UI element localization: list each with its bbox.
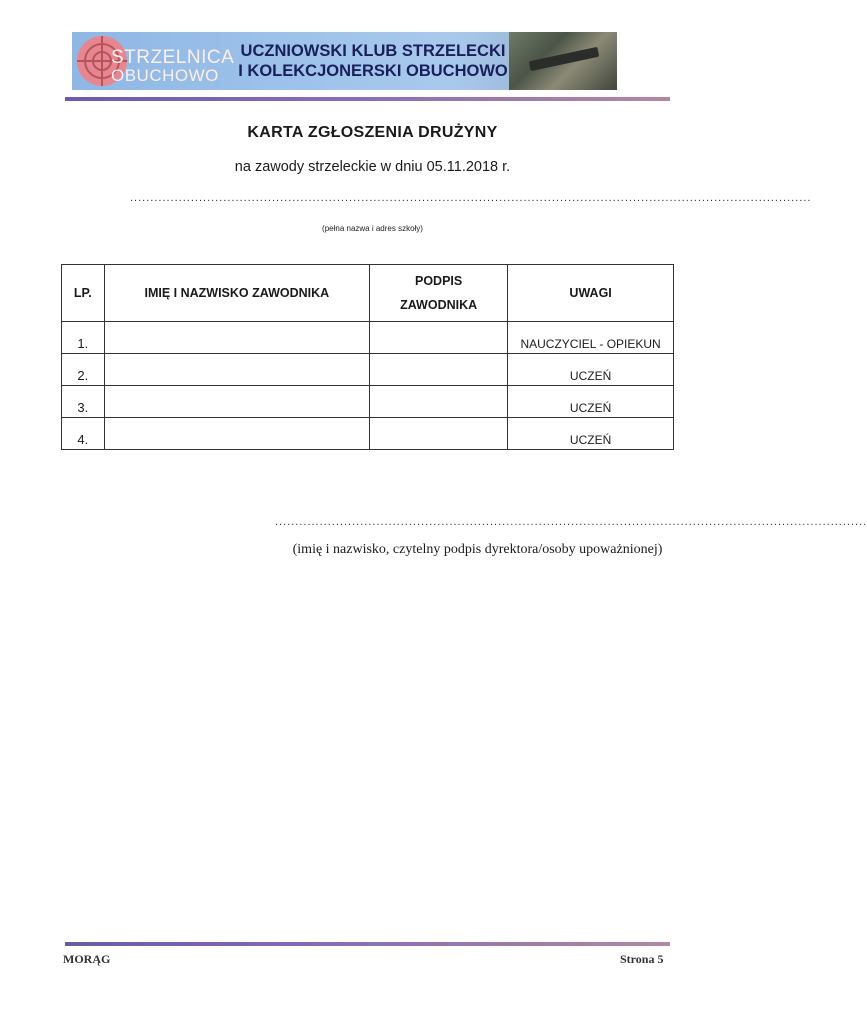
header-lp: LP. [62,265,105,322]
row-lp: 3. [62,386,105,418]
row-name-cell[interactable] [104,386,369,418]
signature-caption: (imię i nazwisko, czytelny podpis dyrektora/osoby upoważnionej) [292,542,663,557]
row-name-cell[interactable] [104,322,369,354]
school-name-field[interactable]: ........................................................................................................................................................................ [130,192,812,204]
header-divider [65,97,670,101]
row-signature-cell[interactable] [370,418,508,450]
row-signature-cell[interactable] [370,354,508,386]
logo-text-line1: STRZELNICA [111,47,235,68]
footer-divider [65,942,670,946]
club-name-line2: I KOLEKCJONERSKI OBUCHOWO [238,62,508,80]
row-signature-cell[interactable] [370,386,508,418]
row-signature-cell[interactable] [370,322,508,354]
header-notes: UWAGI [508,265,674,322]
form-subtitle: na zawody strzeleckie w dniu 05.11.2018 r. [234,159,511,175]
director-signature-field[interactable]: .................................................................................................................................................. [275,516,867,528]
header-banner [72,32,617,90]
form-title: KARTA ZGŁOSZENIA DRUŻYNY [247,124,498,141]
row-notes: NAUCZYCIEL - OPIEKUN [508,322,674,354]
table-row [62,418,674,450]
table-row [62,386,674,418]
table-header-row [62,265,674,322]
row-lp: 2. [62,354,105,386]
club-logo [75,34,235,88]
banner-photo [509,32,617,90]
row-lp: 4. [62,418,105,450]
table-row [62,322,674,354]
header-signature [370,265,508,322]
header-signature-line2: ZAWODNIKA [400,298,478,312]
school-field-caption: (pełna nazwa i adres szkoły) [322,224,423,233]
rifle-image [529,47,600,71]
row-notes: UCZEŃ [508,418,674,450]
table-row [62,354,674,386]
row-name-cell[interactable] [104,354,369,386]
club-name [228,41,518,81]
team-table [61,264,674,450]
header-signature-line1: PODPIS [415,274,463,288]
row-name-cell[interactable] [104,418,369,450]
footer-location: MORĄG [63,952,111,966]
club-name-line1: UCZNIOWSKI KLUB STRZELECKI [240,42,506,60]
logo-text-line2: OBUCHOWO [111,66,219,85]
page-number: Strona 5 [620,952,664,966]
row-lp: 1. [62,322,105,354]
row-notes: UCZEŃ [508,354,674,386]
row-notes: UCZEŃ [508,386,674,418]
header-name: IMIĘ I NAZWISKO ZAWODNIKA [104,265,369,322]
